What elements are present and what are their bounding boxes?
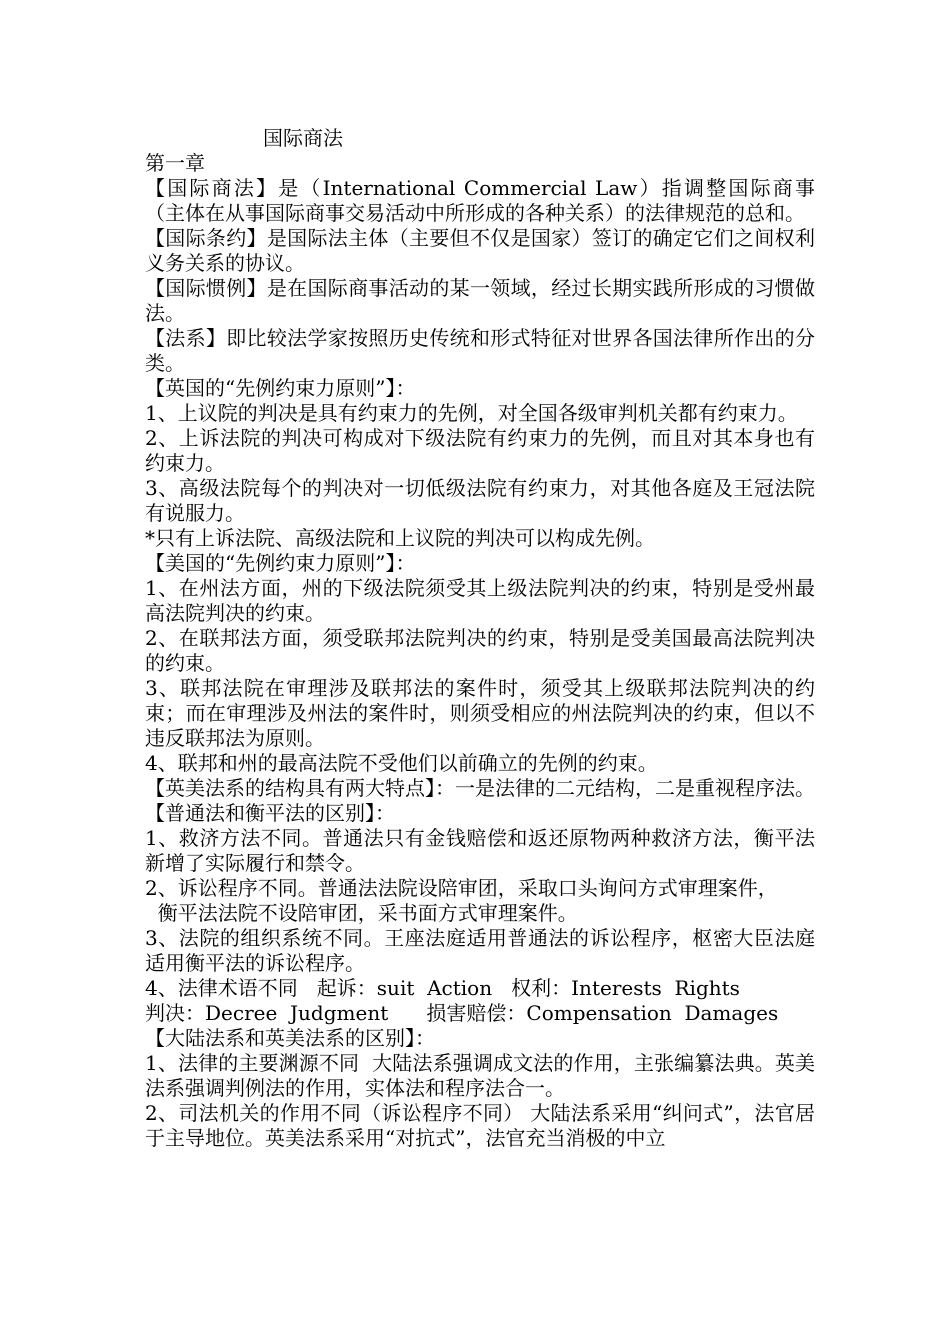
- paragraph: 【国际条约】是国际法主体（主要但不仅是国家）签订的确定它们之间权利义务关系的协议。: [145, 226, 815, 275]
- paragraph: 2、司法机关的作用不同（诉讼程序不同） 大陆法系采用“纠问式”，法官居于主导地位。英美法系采用“对抗式”，法官充当消极的中立: [145, 1101, 815, 1150]
- paragraph: 【英美法系的结构具有两大特点】：一是法律的二元结构，二是重视程序法。: [145, 776, 815, 800]
- paragraph: 3、法院的组织系统不同。王座法庭适用普通法的诉讼程序，枢密大臣法庭适用衡平法的诉讼程序。: [145, 926, 815, 975]
- chapter-heading: 第一章: [145, 151, 205, 175]
- paragraph: 【法系】即比较法学家按照历史传统和形式特征对世界各国法律所作出的分类。: [145, 326, 815, 375]
- document-body: [145, 126, 815, 1151]
- paragraph-list: [145, 176, 815, 1151]
- paragraph: 【英国的“先例约束力原则”】：: [145, 376, 416, 400]
- paragraph: 3、高级法院每个的判决对一切低级法院有约束力，对其他各庭及王冠法院有说服力。: [145, 476, 815, 525]
- paragraph: 【国际惯例】是在国际商事活动的某一领域，经过长期实践所形成的习惯做法。: [145, 276, 815, 325]
- paragraph: 1、在州法方面，州的下级法院须受其上级法院判决的约束，特别是受州最高法院判决的约束。: [145, 576, 815, 625]
- paragraph: 【美国的“先例约束力原则”】：: [145, 551, 416, 575]
- paragraph: 3、联邦法院在审理涉及联邦法的案件时，须受其上级联邦法院判决的约束；而在审理涉及州法的案件时，则须受相应的州法院判决的约束，但以不违反联邦法为原则。: [145, 676, 815, 750]
- paragraph: 2、在联邦法方面，须受联邦法院判决的约束，特别是受美国最高法院判决的约束。: [145, 626, 815, 675]
- paragraph: 【大陆法系和英美法系的区别】：: [145, 1026, 435, 1050]
- paragraph: 4、法律术语不同 起诉：suit Action 权利：Interests Rights 判决：Decree Judgment 损害赔偿：Compensation Damages: [145, 976, 779, 1025]
- paragraph: 4、联邦和州的最高法院不受他们以前确立的先例的约束。: [145, 751, 658, 775]
- paragraph: 2、诉讼程序不同。普通法法院设陪审团，采取口头询问方式审理案件， 衡平法法院不设陪审团，采书面方式审理案件。: [145, 876, 778, 925]
- paragraph: 1、上议院的判决是具有约束力的先例，对全国各级审判机关都有约束力。: [145, 401, 798, 425]
- paragraph: 【普通法和衡平法的区别】：: [145, 801, 395, 825]
- paragraph: 【国际商法】是（International Commercial Law）指调整国际商事（主体在从事国际商事交易活动中所形成的各种关系）的法律规范的总和。: [145, 176, 815, 225]
- paragraph: 2、上诉法院的判决可构成对下级法院有约束力的先例，而且对其本身也有约束力。: [145, 426, 815, 475]
- document-title: 国际商法: [263, 126, 343, 150]
- paragraph: 1、法律的主要渊源不同 大陆法系强调成文法的作用，主张编纂法典。英美法系强调判例法的作用，实体法和程序法合一。: [145, 1051, 815, 1100]
- paragraph: *只有上诉法院、高级法院和上议院的判决可以构成先例。: [145, 526, 655, 550]
- paragraph: 1、救济方法不同。普通法只有金钱赔偿和返还原物两种救济方法，衡平法新增了实际履行和禁令。: [145, 826, 815, 875]
